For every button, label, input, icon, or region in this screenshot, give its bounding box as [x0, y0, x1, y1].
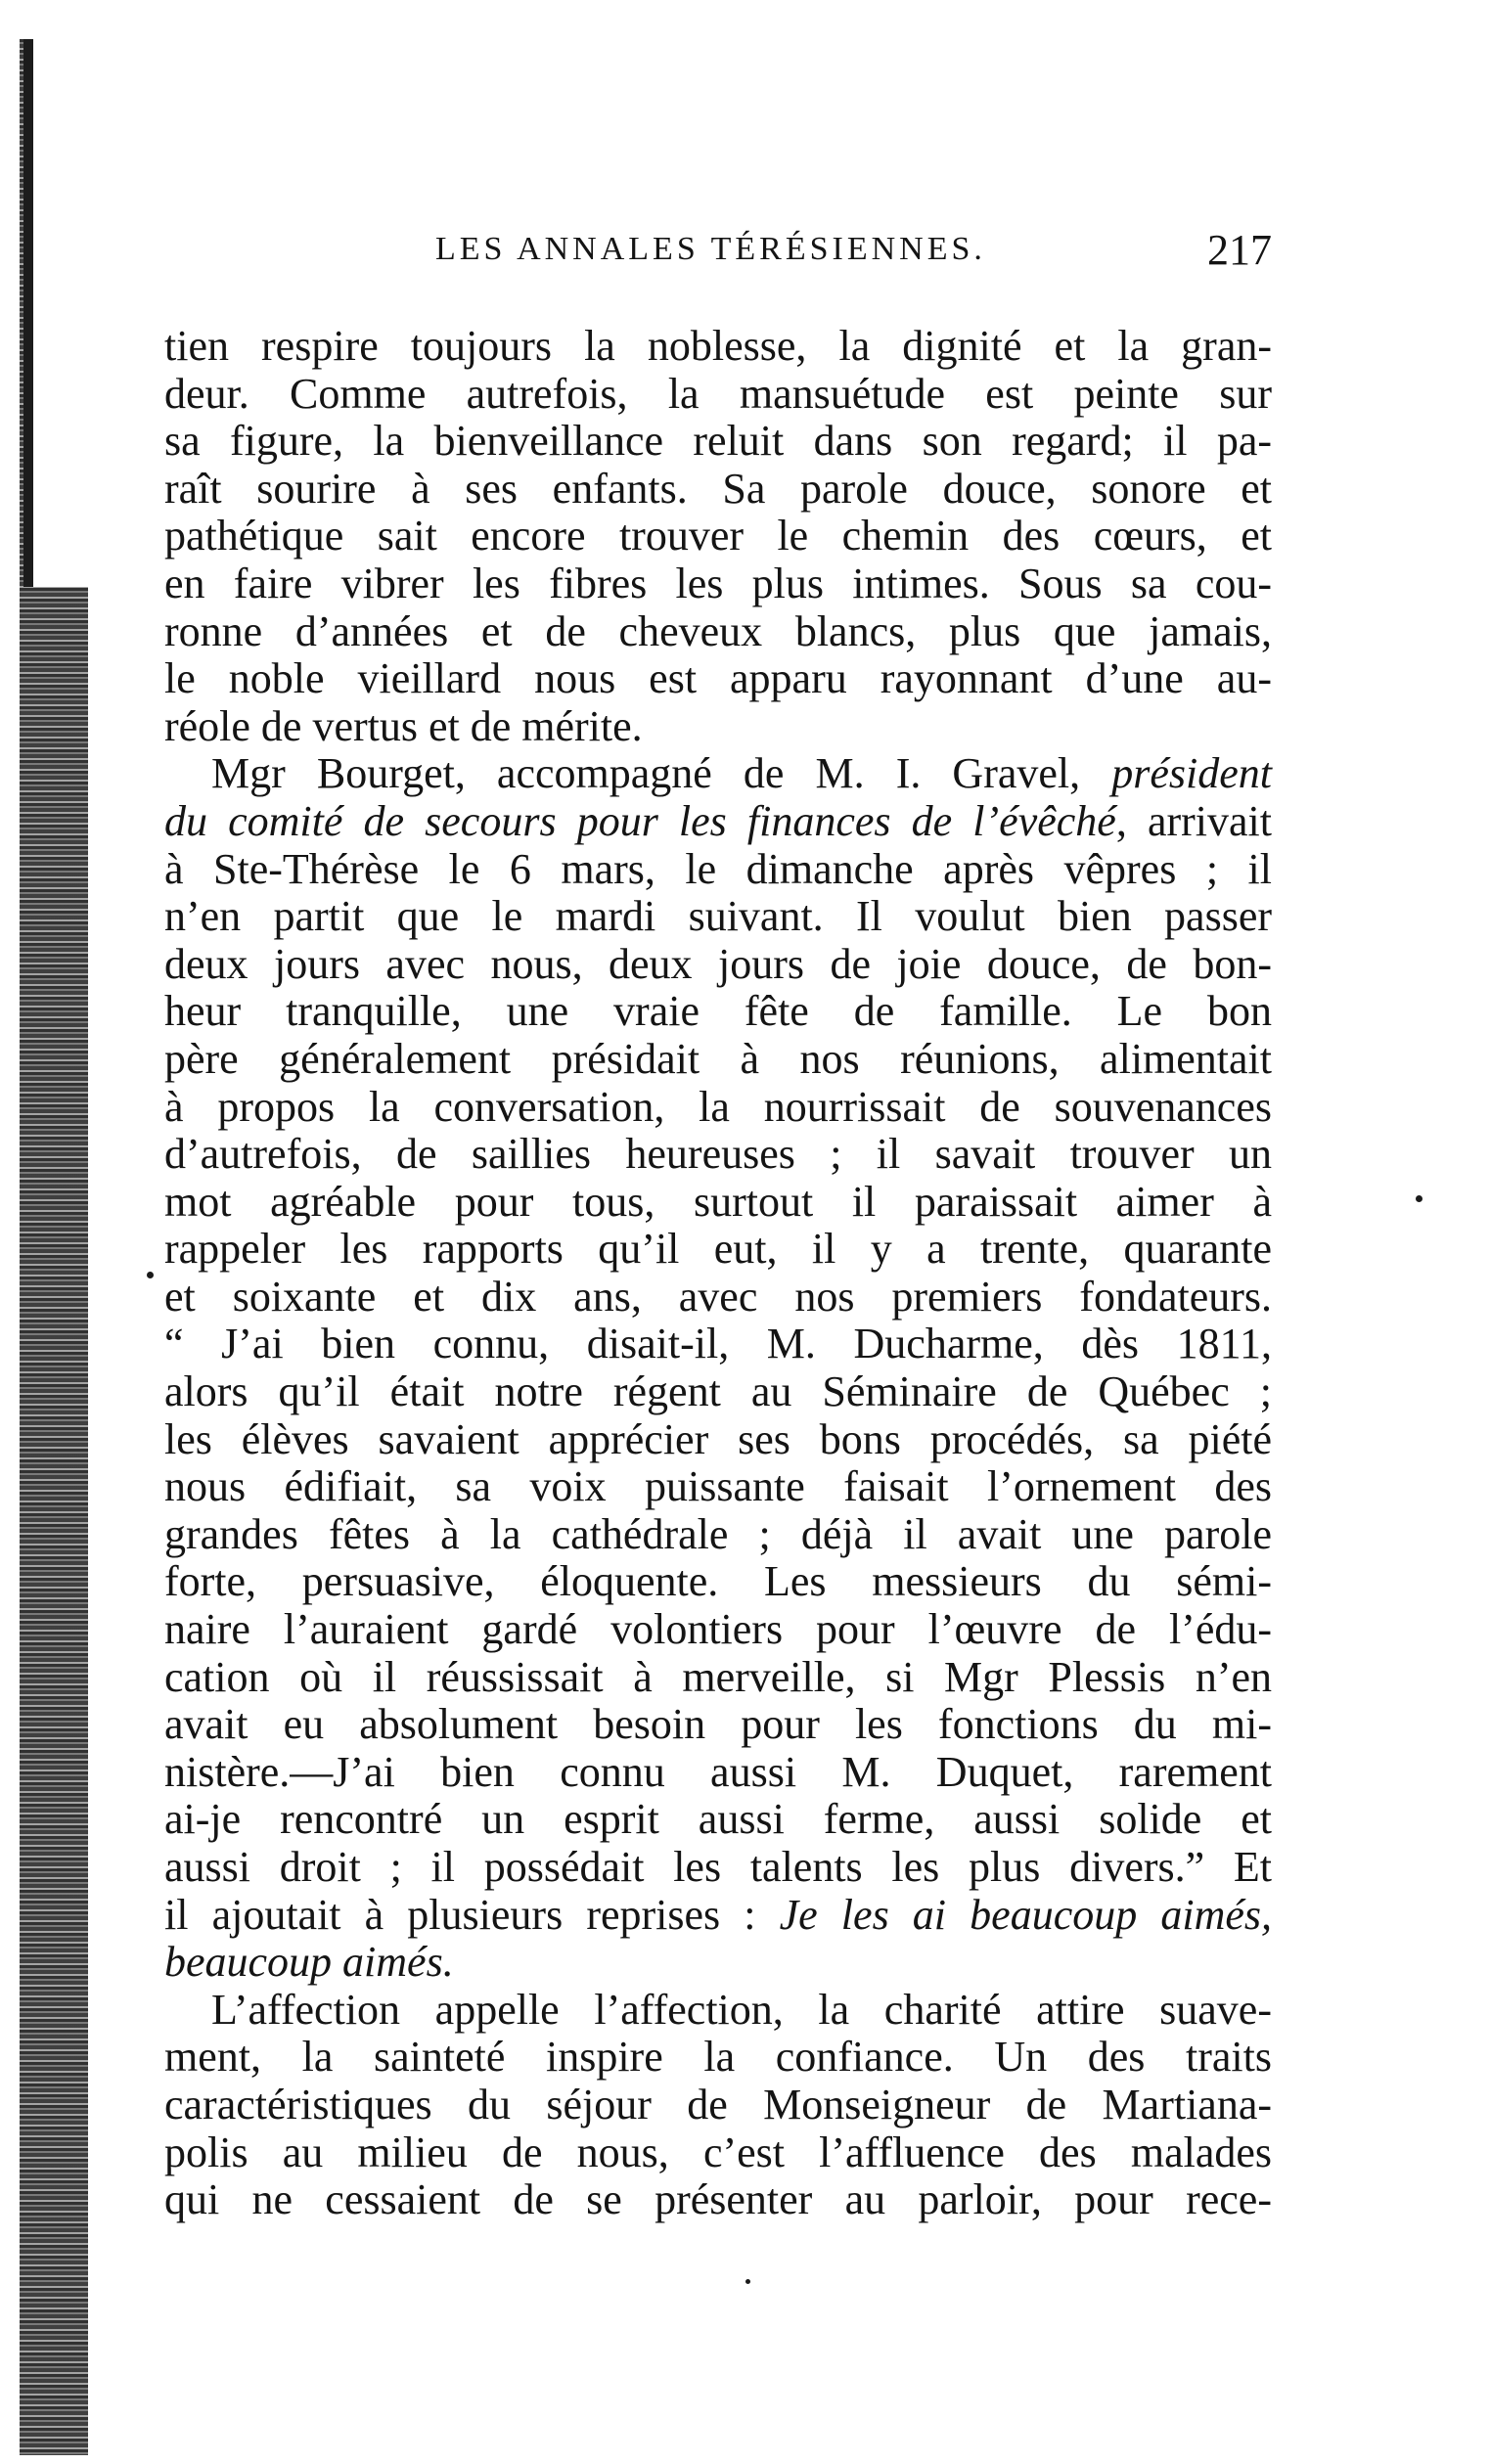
text-line: ai-je rencontré un esprit aussi ferme, aussi solide et — [164, 1795, 1272, 1844]
italic-text-span: beaucoup aimés. — [164, 1938, 454, 1987]
text-line: et soixante et dix ans, avec nos premiers fondateurs. — [164, 1272, 1272, 1321]
text-span: Mgr Bourget, accompagné de M. I. Gravel, — [211, 749, 1112, 798]
text-line: ment, la sainteté inspire la confiance. Un des traits — [164, 2033, 1272, 2082]
binding-edge-gap — [33, 39, 88, 587]
text-line: forte, persuasive, éloquente. Les messieurs du sémi- — [164, 1557, 1272, 1606]
text-line: ronne d’années et de cheveux blancs, plus que jamais, — [164, 606, 1272, 655]
text-line: n’en partit que le mardi suivant. Il voulut bien passer — [164, 892, 1272, 941]
binding-edge-line — [23, 39, 33, 587]
text-line: tien respire toujours la noblesse, la dignité et la gran- — [164, 322, 1272, 370]
scan-speck — [1416, 1195, 1422, 1202]
text-line: deur. Comme autrefois, la mansuétude est peinte sur — [164, 369, 1272, 418]
text-line: raît sourire à ses enfants. Sa parole douce, sonore et — [164, 464, 1272, 513]
text-line: à Ste-Thérèse le 6 mars, le dimanche après vêpres ; il — [164, 844, 1272, 893]
text-line: le noble vieillard nous est apparu rayonnant d’une au- — [164, 654, 1272, 703]
paragraph-end-line — [164, 1939, 1272, 1987]
text-line: nistère.—J’ai bien connu aussi M. Duquet, rarement — [164, 1747, 1272, 1796]
text-line: à propos la conversation, la nourrissait de souvenances — [164, 1082, 1272, 1131]
scan-speck — [147, 1272, 154, 1278]
text-line: grandes fêtes à la cathédrale ; déjà il avait une parole — [164, 1509, 1272, 1558]
italic-text-span: président — [1111, 749, 1272, 798]
running-title: LES ANNALES TÉRÉSIENNES. — [435, 231, 986, 267]
text-line: naire l’auraient gardé volontiers pour l’œuvre de l’édu- — [164, 1605, 1272, 1654]
italic-text-span: du comité de secours pour les finances de l’évêché — [164, 796, 1116, 845]
text-line: alors qu’il était notre régent au Séminaire de Québec ; — [164, 1367, 1272, 1416]
text-line: cation où il réussissait à merveille, si Mgr Plessis n’en — [164, 1652, 1272, 1701]
body-text — [164, 323, 1272, 2224]
running-head — [161, 226, 1272, 286]
text-line: les élèves savaient apprécier ses bons procédés, sa piété — [164, 1414, 1272, 1463]
text-line: heur tranquille, une vraie fête de famille. Le bon — [164, 987, 1272, 1036]
text-line: qui ne cessaient de se présenter au parloir, pour rece- — [164, 2175, 1272, 2224]
text-line: en faire vibrer les fibres les plus intimes. Sous sa cou- — [164, 559, 1272, 607]
text-line: caractéristiques du séjour de Monseigneur de Martiana- — [164, 2080, 1272, 2128]
text-line: d’autrefois, de saillies heureuses ; il savait trouver un — [164, 1130, 1272, 1179]
text-line: polis au milieu de nous, c’est l’affluence des malades — [164, 2128, 1272, 2176]
italic-text-span: Je les ai beaucoup aimés, — [779, 1890, 1272, 1939]
paragraph-end-line: réole de vertus et de mérite. — [164, 701, 643, 750]
text-line: pathétique sait encore trouver le chemin des cœurs, et — [164, 512, 1272, 560]
text-line: aussi droit ; il possédait les talents les plus divers.” Et — [164, 1843, 1272, 1891]
scan-speck — [745, 2279, 750, 2284]
text-line: deux jours avec nous, deux jours de joie douce, de bon- — [164, 939, 1272, 988]
text-line: rappeler les rapports qu’il eut, il y a trente, quarante — [164, 1225, 1272, 1274]
text-line — [164, 798, 1272, 846]
page-number: 217 — [1207, 226, 1272, 274]
paragraph-start-line: L’affection appelle l’affection, la charité attire suave- — [211, 1985, 1272, 2034]
text-line: père généralement présidait à nos réunions, alimentait — [164, 1034, 1272, 1083]
text-line: “ J’ai bien connu, disait-il, M. Ducharme, dès 1811, — [164, 1320, 1272, 1368]
text-span: , arrivait — [1115, 796, 1272, 845]
text-line: nous édifiait, sa voix puissante faisait l’ornement des — [164, 1462, 1272, 1511]
text-span: il ajoutait à plusieurs reprises : — [164, 1890, 780, 1939]
text-line: avait eu absolument besoin pour les fonctions du mi- — [164, 1700, 1272, 1749]
text-line — [164, 1892, 1272, 1940]
paragraph-start-line — [164, 750, 1272, 798]
text-line: mot agréable pour tous, surtout il paraissait aimer à — [164, 1177, 1272, 1226]
text-line: sa figure, la bienveillance reluit dans son regard; il pa- — [164, 417, 1272, 466]
